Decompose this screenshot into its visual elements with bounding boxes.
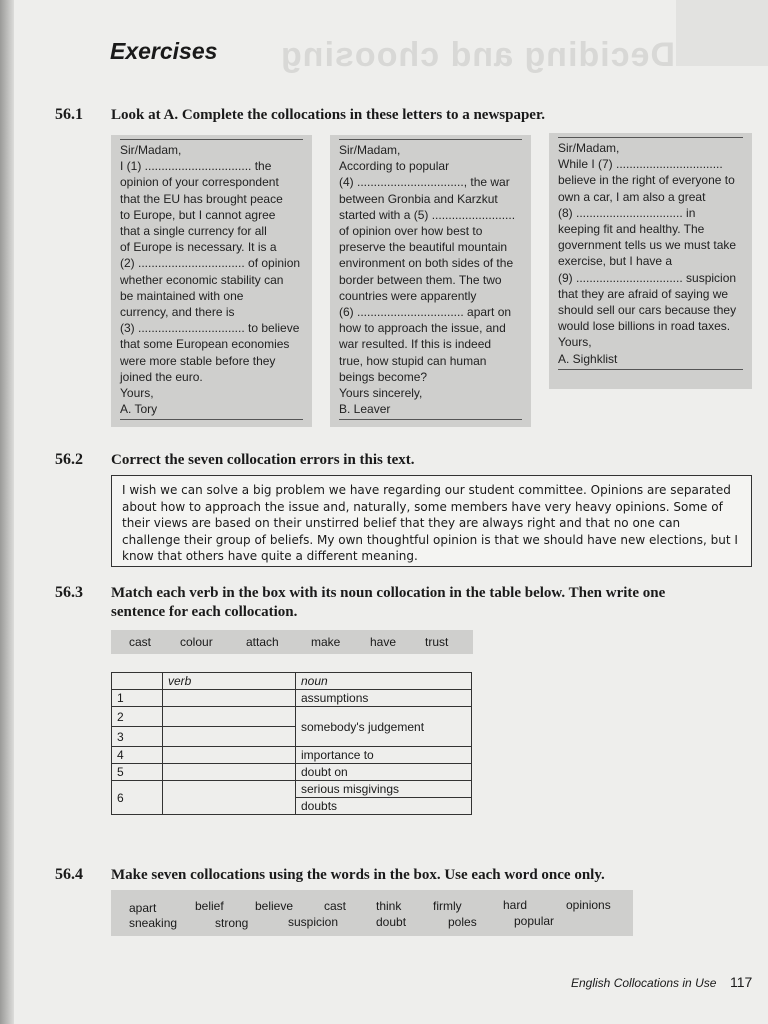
page-spine-shadow xyxy=(0,0,14,1024)
error-correction-text: I wish we can solve a big problem we have regarding our student committee. Opinions are separated about how to approach the issue and, naturally, some members have very heavy opinions. Some of their views are based on their unstirred belief that they are always right and that no one can challenge their group of beliefs. My own thoughtful opinion is that we should have new elections, but I know that others have quite a different meaning. xyxy=(111,475,752,567)
noun-cell: serious misgivings xyxy=(296,781,472,798)
word-item: poles xyxy=(448,915,477,929)
letter-line: to Europe, but I cannot agree xyxy=(120,207,276,222)
verb-word: have xyxy=(370,635,397,649)
letter-rule xyxy=(339,139,522,140)
letter-line: would lose billions in road taxes. xyxy=(558,319,731,334)
exercise-instruction-56-1: Look at A. Complete the collocations in these letters to a newspaper. xyxy=(111,107,545,123)
letter-rule xyxy=(339,419,522,420)
letter-line: A. Tory xyxy=(120,402,158,417)
letter-line: true, how stupid can human xyxy=(339,353,487,368)
verb-word: colour xyxy=(180,635,213,649)
letter-line: opinion of your correspondent xyxy=(120,175,279,190)
letter-1-lines xyxy=(120,142,303,417)
exercise-number-56-4: 56.4 xyxy=(55,866,83,883)
letter-line: exercise, but I have a xyxy=(558,254,673,269)
letter-2 xyxy=(330,135,531,427)
letter-line: started with a (5) ......................... xyxy=(339,207,516,222)
noun-cell: doubts xyxy=(296,798,472,815)
column-header-noun: noun xyxy=(296,673,472,690)
letter-line: I (1) ................................ the xyxy=(120,159,272,174)
noun-cell: doubt on xyxy=(296,764,472,781)
table-row xyxy=(112,707,472,727)
exercise-instruction-56-2: Correct the seven collocation errors in this text. xyxy=(111,452,415,468)
letter-line: A. Sighklist xyxy=(558,351,618,366)
verb-answer-cell[interactable] xyxy=(163,781,296,815)
word-box xyxy=(111,890,633,936)
row-number: 4 xyxy=(112,747,163,764)
letter-line: (2) ................................ of opinion xyxy=(120,256,301,271)
letter-line: countries were apparently xyxy=(339,288,477,303)
letter-rule xyxy=(120,139,303,140)
page-title: Exercises xyxy=(110,38,218,64)
table-header-row xyxy=(112,673,472,690)
letter-line: own a car, I am also a great xyxy=(558,189,706,204)
row-number: 6 xyxy=(112,781,163,815)
exercise-number-56-3: 56.3 xyxy=(55,584,83,601)
word-item: strong xyxy=(215,916,249,930)
letter-3-lines xyxy=(558,140,743,367)
word-item: suspicion xyxy=(288,915,339,929)
word-item: firmly xyxy=(433,899,462,913)
letter-3 xyxy=(549,133,752,389)
word-item: belief xyxy=(195,899,224,913)
word-item: doubt xyxy=(376,915,407,929)
verb-answer-cell[interactable] xyxy=(163,747,296,764)
exercise-number-56-1: 56.1 xyxy=(55,106,83,123)
letter-line: (4) ................................, the war xyxy=(339,175,510,190)
letter-line: government tells us we must take xyxy=(558,238,737,253)
letter-line: that they are afraid of saying we xyxy=(558,286,729,301)
letter-2-lines xyxy=(339,142,522,417)
word-item: popular xyxy=(514,914,555,928)
verb-answer-cell[interactable] xyxy=(163,764,296,781)
verb-word: cast xyxy=(129,635,152,649)
letter-line: Sir/Madam, xyxy=(339,143,401,157)
letter-line: Yours, xyxy=(120,386,154,401)
letter-line: keeping fit and healthy. The xyxy=(558,222,705,237)
noun-cell: assumptions xyxy=(296,690,472,707)
row-number: 5 xyxy=(112,764,163,781)
row-number: 2 xyxy=(112,707,163,727)
letter-line: currency, and there is xyxy=(120,305,235,320)
verb-answer-cell[interactable] xyxy=(163,690,296,707)
letter-line: beings become? xyxy=(339,369,428,384)
word-item: sneaking xyxy=(129,916,178,930)
letter-line: war resulted. If this is indeed xyxy=(339,337,492,352)
letter-line: environment on both sides of the xyxy=(339,256,514,271)
word-item: apart xyxy=(129,901,157,915)
verb-answer-cell[interactable] xyxy=(163,707,296,727)
letter-line: of Europe is necessary. It is a xyxy=(120,240,277,255)
letter-line: should sell our cars because they xyxy=(558,303,737,318)
letter-rule xyxy=(558,369,743,370)
word-item: hard xyxy=(503,898,528,912)
row-number: 3 xyxy=(112,727,163,747)
word-item: cast xyxy=(324,899,347,913)
letter-line: border between them. The two xyxy=(339,272,502,287)
letter-line: Sir/Madam, xyxy=(120,143,182,157)
letter-line: how to approach the issue, and xyxy=(339,321,506,336)
bleed-through-title: Deciding and choosing xyxy=(280,36,676,74)
verb-word: make xyxy=(311,635,341,649)
letter-rule xyxy=(558,137,743,138)
letter-rule xyxy=(120,419,303,420)
letter-line: According to popular xyxy=(339,159,450,174)
table-row xyxy=(112,747,472,764)
letter-1 xyxy=(111,135,312,427)
verb-word: trust xyxy=(425,635,449,649)
letter-line: Sir/Madam, xyxy=(558,141,620,155)
table-row xyxy=(112,781,472,798)
letter-line: (8) ................................ in xyxy=(558,205,696,220)
letter-line: be maintained with one xyxy=(120,288,244,303)
noun-cell: somebody's judgement xyxy=(296,707,472,747)
letter-line: between Gronbia and Karzkut xyxy=(339,191,498,206)
word-item: opinions xyxy=(566,898,611,912)
row-number: 1 xyxy=(112,690,163,707)
column-header-verb: verb xyxy=(163,673,296,690)
page-number: 117 xyxy=(730,974,753,990)
table-row xyxy=(112,764,472,781)
letter-line: joined the euro. xyxy=(120,369,203,384)
letter-line: (6) ................................ apart on xyxy=(339,305,512,320)
letter-line: of opinion over how best to xyxy=(339,224,483,239)
word-item: believe xyxy=(255,899,294,913)
verb-answer-cell[interactable] xyxy=(163,727,296,747)
letter-line: believe in the right of everyone to xyxy=(558,173,735,188)
letter-line: preserve the beautiful mountain xyxy=(339,240,508,255)
bleed-through-box xyxy=(676,0,768,66)
letter-line: that a single currency for all xyxy=(120,224,267,239)
letter-line: that the EU has brought peace xyxy=(120,191,283,206)
noun-cell: importance to xyxy=(296,747,472,764)
exercise-instruction-56-3: Match each verb in the box with its noun collocation in the table below. Then write one sentence for each collocation. xyxy=(111,585,666,620)
letter-line: that some European economies xyxy=(120,337,290,352)
collocation-table xyxy=(111,672,472,815)
verb-box xyxy=(111,630,473,654)
letter-line: (9) ................................ suspicion xyxy=(558,270,737,285)
word-item: think xyxy=(376,899,402,913)
book-title-footer: English Collocations in Use xyxy=(571,976,717,990)
letter-line: were more stable before they xyxy=(120,353,276,368)
letter-line: Yours sincerely, xyxy=(339,386,423,401)
table-row xyxy=(112,690,472,707)
exercise-number-56-2: 56.2 xyxy=(55,451,83,468)
letter-line: Yours, xyxy=(558,335,592,350)
exercise-instruction-56-4: Make seven collocations using the words in the box. Use each word once only. xyxy=(111,867,605,883)
letter-line: B. Leaver xyxy=(339,402,391,417)
table-cell xyxy=(112,673,163,690)
letter-line: whether economic stability can xyxy=(120,272,284,287)
letter-line: (3) ................................ to believe xyxy=(120,321,300,336)
letter-line: While I (7) ................................ xyxy=(558,157,723,172)
verb-word: attach xyxy=(246,635,279,649)
